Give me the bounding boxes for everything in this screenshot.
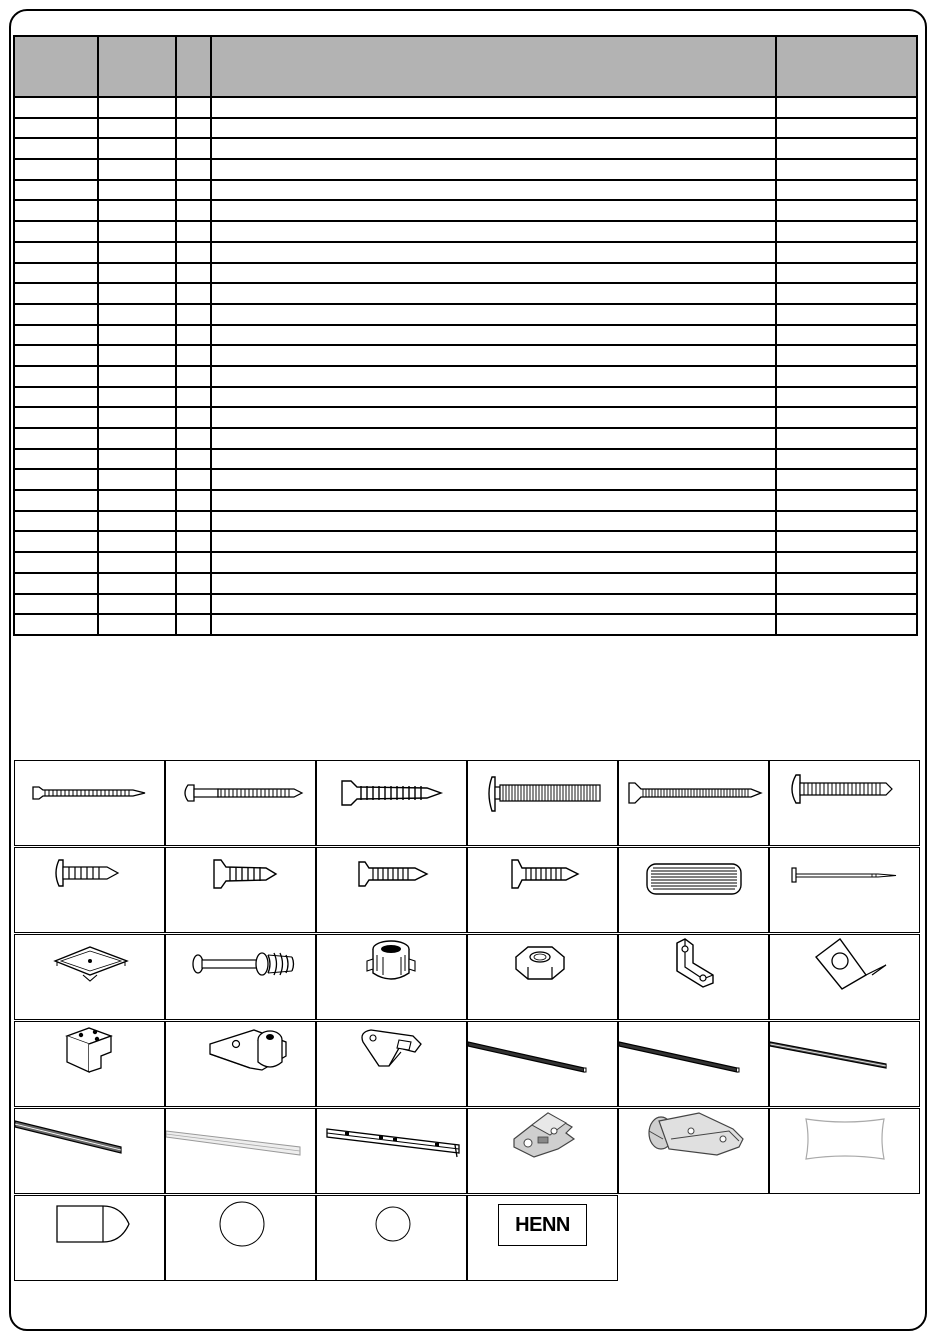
hardware-cell bbox=[618, 934, 769, 1020]
table-cell bbox=[176, 594, 211, 615]
hardware-cell bbox=[467, 760, 618, 846]
table-cell bbox=[776, 325, 917, 346]
table-row bbox=[14, 511, 917, 532]
countersunk-screw-medium-icon bbox=[317, 848, 468, 934]
table-cell bbox=[14, 304, 98, 325]
connector-block-icon bbox=[15, 1022, 166, 1108]
hardware-cell bbox=[769, 760, 920, 846]
table-row bbox=[14, 242, 917, 263]
header-cell bbox=[776, 36, 917, 97]
hardware-cell bbox=[618, 760, 769, 846]
table-cell bbox=[211, 118, 776, 139]
table-cell bbox=[211, 552, 776, 573]
table-cell bbox=[776, 407, 917, 428]
hardware-cell bbox=[165, 1021, 316, 1107]
table-cell bbox=[176, 469, 211, 490]
table-cell bbox=[98, 407, 176, 428]
table-cell bbox=[176, 552, 211, 573]
table-cell bbox=[176, 573, 211, 594]
table-cell bbox=[211, 200, 776, 221]
table-row bbox=[14, 263, 917, 284]
table-cell bbox=[176, 242, 211, 263]
table-cell bbox=[176, 97, 211, 118]
henn-logo-icon: HENN bbox=[498, 1204, 587, 1246]
table-cell bbox=[776, 97, 917, 118]
table-cell bbox=[776, 263, 917, 284]
table-row bbox=[14, 407, 917, 428]
table-cell bbox=[211, 387, 776, 408]
table-cell bbox=[776, 138, 917, 159]
table-row bbox=[14, 345, 917, 366]
hardware-cell bbox=[14, 1108, 165, 1194]
hardware-cell bbox=[316, 1021, 467, 1107]
table-cell bbox=[211, 469, 776, 490]
table-row bbox=[14, 531, 917, 552]
table-cell bbox=[776, 552, 917, 573]
table-row bbox=[14, 159, 917, 180]
concealed-hinge-icon bbox=[619, 1109, 770, 1195]
header-cell bbox=[176, 36, 211, 97]
table-cell bbox=[776, 449, 917, 470]
table-cell bbox=[98, 200, 176, 221]
hardware-cell bbox=[165, 847, 316, 933]
table-cell bbox=[211, 325, 776, 346]
table-cell bbox=[211, 531, 776, 552]
table-cell bbox=[176, 407, 211, 428]
table-cell bbox=[211, 304, 776, 325]
table-row bbox=[14, 573, 917, 594]
table-cell bbox=[211, 242, 776, 263]
hardware-cell bbox=[165, 934, 316, 1020]
guide-strip-icon bbox=[166, 1109, 317, 1195]
table-row bbox=[14, 180, 917, 201]
table-cell bbox=[776, 200, 917, 221]
table-cell bbox=[176, 428, 211, 449]
table-cell bbox=[98, 614, 176, 635]
table-cell bbox=[176, 387, 211, 408]
table-cell bbox=[14, 490, 98, 511]
header-cell bbox=[14, 36, 98, 97]
wooden-dowel-icon bbox=[619, 848, 770, 934]
table-cell bbox=[211, 511, 776, 532]
rail-profile-icon bbox=[468, 1022, 619, 1108]
table-cell bbox=[211, 573, 776, 594]
hardware-cell bbox=[769, 1021, 920, 1107]
table-cell bbox=[98, 263, 176, 284]
table-cell bbox=[211, 221, 776, 242]
table-cell bbox=[98, 531, 176, 552]
table-row bbox=[14, 200, 917, 221]
table-cell bbox=[211, 490, 776, 511]
table-cell bbox=[776, 511, 917, 532]
cover-cap-small-icon bbox=[317, 1196, 468, 1282]
table-cell bbox=[14, 221, 98, 242]
flange-head-screw-short-icon bbox=[15, 848, 166, 934]
hardware-cell bbox=[769, 1108, 920, 1194]
shelf-support-triangle-icon bbox=[770, 935, 921, 1021]
rail-profile-2-icon bbox=[619, 1022, 770, 1108]
table-cell bbox=[14, 325, 98, 346]
table-cell bbox=[211, 407, 776, 428]
table-cell bbox=[14, 614, 98, 635]
hanging-rail-holder-icon bbox=[317, 1022, 468, 1108]
hardware-cell bbox=[769, 934, 920, 1020]
hardware-cell bbox=[618, 1108, 769, 1194]
table-row bbox=[14, 138, 917, 159]
table-cell bbox=[776, 428, 917, 449]
table-cell bbox=[776, 242, 917, 263]
table-cell bbox=[176, 118, 211, 139]
table-cell bbox=[776, 221, 917, 242]
hardware-cell bbox=[14, 934, 165, 1020]
header-cell bbox=[211, 36, 776, 97]
table-cell bbox=[14, 283, 98, 304]
hardware-cell bbox=[618, 847, 769, 933]
parts-list-table bbox=[13, 35, 918, 636]
table-cell bbox=[776, 490, 917, 511]
hardware-cell bbox=[316, 1195, 467, 1281]
hinge-mounting-plate-icon bbox=[468, 1109, 619, 1195]
hardware-cell bbox=[467, 1195, 618, 1281]
table-cell bbox=[98, 552, 176, 573]
connector-bolt-icon bbox=[166, 935, 317, 1021]
table-cell bbox=[776, 614, 917, 635]
hardware-cell bbox=[14, 847, 165, 933]
table-cell bbox=[776, 118, 917, 139]
flange-head-screw-icon bbox=[770, 761, 921, 847]
table-cell bbox=[176, 366, 211, 387]
table-row bbox=[14, 449, 917, 470]
table-cell bbox=[211, 283, 776, 304]
table-row bbox=[14, 304, 917, 325]
table-cell bbox=[211, 614, 776, 635]
table-row bbox=[14, 469, 917, 490]
table-cell bbox=[211, 594, 776, 615]
table-header-row bbox=[14, 36, 917, 97]
table-row bbox=[14, 614, 917, 635]
table-cell bbox=[176, 159, 211, 180]
table-cell bbox=[14, 573, 98, 594]
table-cell bbox=[776, 180, 917, 201]
hardware-cell bbox=[618, 1021, 769, 1107]
furniture-glide-icon bbox=[15, 935, 166, 1021]
table-cell bbox=[98, 490, 176, 511]
table-cell bbox=[176, 531, 211, 552]
table-cell bbox=[776, 283, 917, 304]
hardware-cell bbox=[165, 1195, 316, 1281]
table-cell bbox=[14, 242, 98, 263]
table-cell bbox=[14, 200, 98, 221]
table-cell bbox=[98, 469, 176, 490]
table-cell bbox=[776, 594, 917, 615]
table-row bbox=[14, 221, 917, 242]
table-cell bbox=[98, 242, 176, 263]
table-cell bbox=[14, 407, 98, 428]
table-cell bbox=[211, 345, 776, 366]
hardware-cell bbox=[165, 760, 316, 846]
table-cell bbox=[176, 263, 211, 284]
table-cell bbox=[176, 614, 211, 635]
table-cell bbox=[176, 511, 211, 532]
hardware-cell bbox=[467, 1108, 618, 1194]
table-cell bbox=[98, 118, 176, 139]
hardware-cell bbox=[316, 934, 467, 1020]
table-cell bbox=[14, 387, 98, 408]
table-cell bbox=[98, 511, 176, 532]
table-cell bbox=[14, 449, 98, 470]
table-row bbox=[14, 118, 917, 139]
table-cell bbox=[98, 304, 176, 325]
table-cell bbox=[211, 428, 776, 449]
hardware-cell bbox=[14, 1195, 165, 1281]
table-cell bbox=[211, 449, 776, 470]
table-cell bbox=[98, 594, 176, 615]
table-cell bbox=[211, 138, 776, 159]
table-cell bbox=[776, 573, 917, 594]
countersunk-screw-short-icon bbox=[166, 848, 317, 934]
table-cell bbox=[776, 366, 917, 387]
table-cell bbox=[176, 490, 211, 511]
table-cell bbox=[98, 345, 176, 366]
table-cell bbox=[776, 531, 917, 552]
hardware-cell bbox=[467, 934, 618, 1020]
table-cell bbox=[776, 345, 917, 366]
hardware-cell bbox=[316, 847, 467, 933]
table-cell bbox=[14, 97, 98, 118]
table-cell bbox=[211, 180, 776, 201]
table-cell bbox=[98, 97, 176, 118]
table-cell bbox=[14, 118, 98, 139]
table-row bbox=[14, 552, 917, 573]
table-cell bbox=[98, 449, 176, 470]
table-cell bbox=[98, 366, 176, 387]
table-cell bbox=[211, 366, 776, 387]
drawer-runner-icon bbox=[317, 1109, 468, 1195]
table-cell bbox=[776, 387, 917, 408]
table-cell bbox=[98, 221, 176, 242]
table-row bbox=[14, 428, 917, 449]
table-cell bbox=[14, 531, 98, 552]
pad-icon bbox=[770, 1109, 921, 1195]
table-cell bbox=[776, 304, 917, 325]
table-cell bbox=[211, 159, 776, 180]
table-cell bbox=[211, 263, 776, 284]
cam-lock-icon bbox=[317, 935, 468, 1021]
header-cell bbox=[98, 36, 176, 97]
table-cell bbox=[98, 428, 176, 449]
countersunk-screw-fine-thread-icon bbox=[619, 761, 770, 847]
table-cell bbox=[98, 138, 176, 159]
table-row bbox=[14, 325, 917, 346]
nail-icon bbox=[770, 848, 921, 934]
table-cell bbox=[776, 159, 917, 180]
pan-head-screw-with-shank-icon bbox=[166, 761, 317, 847]
table-row bbox=[14, 97, 917, 118]
table-cell bbox=[211, 97, 776, 118]
hex-nut-icon bbox=[468, 935, 619, 1021]
table-cell bbox=[14, 159, 98, 180]
hardware-cell bbox=[467, 1021, 618, 1107]
table-cell bbox=[98, 387, 176, 408]
hardware-cell bbox=[467, 847, 618, 933]
table-row bbox=[14, 490, 917, 511]
table-cell bbox=[176, 221, 211, 242]
table-cell bbox=[14, 345, 98, 366]
hardware-cell bbox=[769, 847, 920, 933]
table-cell bbox=[14, 552, 98, 573]
rail-profile-4-icon bbox=[15, 1109, 166, 1195]
rail-profile-3-icon bbox=[770, 1022, 921, 1108]
table-cell bbox=[176, 325, 211, 346]
table-cell bbox=[14, 180, 98, 201]
table-cell bbox=[14, 138, 98, 159]
table-cell bbox=[98, 325, 176, 346]
table-row bbox=[14, 283, 917, 304]
countersunk-screw-coarse-icon bbox=[317, 761, 468, 847]
table-cell bbox=[176, 138, 211, 159]
cover-cap-large-icon bbox=[166, 1196, 317, 1282]
hardware-cell bbox=[14, 1021, 165, 1107]
table-row bbox=[14, 366, 917, 387]
table-cell bbox=[176, 283, 211, 304]
table-cell bbox=[14, 511, 98, 532]
table-cell bbox=[14, 263, 98, 284]
hardware-cell bbox=[316, 1108, 467, 1194]
table-cell bbox=[14, 594, 98, 615]
hardware-cell bbox=[14, 760, 165, 846]
table-row bbox=[14, 594, 917, 615]
table-cell bbox=[98, 573, 176, 594]
table-cell bbox=[98, 180, 176, 201]
flange-head-screw-long-icon bbox=[468, 761, 619, 847]
table-cell bbox=[98, 159, 176, 180]
table-cell bbox=[98, 283, 176, 304]
hardware-grid bbox=[14, 760, 921, 1281]
bullet-cap-icon bbox=[15, 1196, 166, 1282]
table-cell bbox=[176, 449, 211, 470]
countersunk-screw-long-icon bbox=[15, 761, 166, 847]
table-cell bbox=[14, 428, 98, 449]
table-cell bbox=[176, 180, 211, 201]
table-cell bbox=[14, 366, 98, 387]
table-cell bbox=[176, 304, 211, 325]
table-cell bbox=[14, 469, 98, 490]
rod-support-socket-icon bbox=[166, 1022, 317, 1108]
table-cell bbox=[776, 469, 917, 490]
table-cell bbox=[176, 200, 211, 221]
hardware-cell bbox=[316, 760, 467, 846]
hardware-cell bbox=[165, 1108, 316, 1194]
table-cell bbox=[176, 345, 211, 366]
table-row bbox=[14, 387, 917, 408]
angle-bracket-icon bbox=[619, 935, 770, 1021]
countersunk-screw-medium-2-icon bbox=[468, 848, 619, 934]
